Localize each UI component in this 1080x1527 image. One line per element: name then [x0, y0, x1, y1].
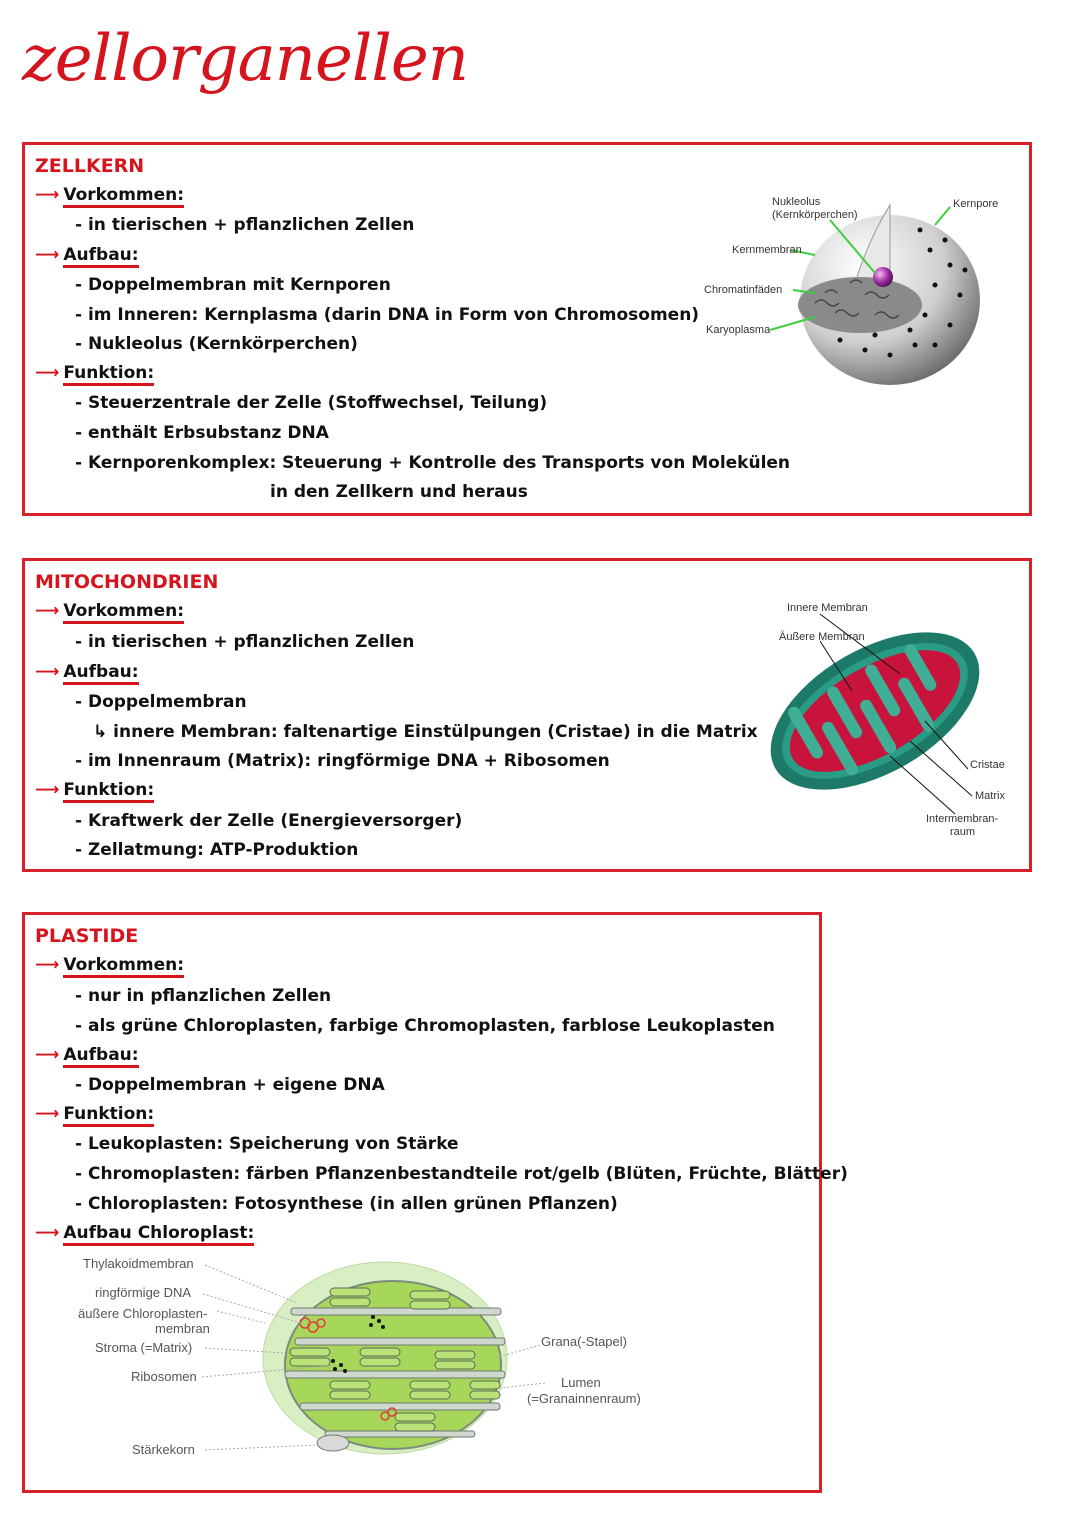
arrow-right-icon: ⟶ [35, 1045, 60, 1065]
zellkern-figure [675, 185, 1005, 385]
zellkern-v1: - in tierischen + pflanzlichen Zellen [75, 215, 415, 235]
plastide-f1: - Leukoplasten: Speicherung von Stärke [75, 1134, 459, 1154]
label-aeussere-membran: Äußere Membran [779, 631, 865, 643]
arrow-right-icon: ⟶ [35, 662, 60, 682]
label-karyoplasma: Karyoplasma [706, 324, 771, 336]
mito-vorkommen-heading: ⟶ Vorkommen: [35, 601, 184, 621]
label-intermembran1: Intermembran- [926, 813, 999, 825]
arrow-right-icon: ⟶ [35, 363, 60, 383]
label-kernmembran: Kernmembran [732, 244, 802, 256]
mito-a1: - Doppelmembran [75, 692, 247, 712]
plastide-vorkommen-heading: ⟶ Vorkommen: [35, 955, 184, 975]
label-lumen1: Lumen [561, 1375, 601, 1390]
label-innere-membran: Innere Membran [787, 602, 868, 614]
mito-v1: - in tierischen + pflanzlichen Zellen [75, 632, 415, 652]
zellkern-f3: - Kernporenkomplex: Steuerung + Kontrolle des Transports von Molekülen [75, 453, 791, 473]
arrow-right-icon: ⟶ [35, 185, 60, 205]
plastide-box [22, 912, 848, 1493]
label-ribosomen: Ribosomen [131, 1369, 197, 1384]
zellkern-f3b: in den Zellkern und heraus [270, 482, 528, 502]
plastide-v2: - als grüne Chloroplasten, farbige Chromoplasten, farblose Leukoplasten [75, 1016, 775, 1036]
staerkekorn-shape [317, 1435, 349, 1451]
zellkern-heading: ZELLKERN [35, 155, 145, 177]
mito-f2: - Zellatmung: ATP-Produktion [75, 840, 359, 860]
mito-f1: - Kraftwerk der Zelle (Energieversorger) [75, 811, 463, 831]
zellkern-funktion-heading: ⟶ Funktion: [35, 363, 154, 383]
label-ringfoermige-dna: ringförmige DNA [95, 1285, 192, 1300]
page-title: zellorganellen [22, 22, 468, 96]
label-nukleolus: Nukleolus [772, 196, 821, 208]
plastide-aufbau-chloroplast-heading: ⟶ Aufbau Chloroplast: [35, 1223, 254, 1243]
arrow-right-icon: ⟶ [35, 245, 60, 265]
zellkern-vorkommen-heading: ⟶ Vorkommen: [35, 185, 184, 205]
plastide-f2: - Chromoplasten: färben Pflanzenbestandteile rot/gelb (Blüten, Früchte, Blätter) [75, 1164, 848, 1184]
mito-a3: - im Innenraum (Matrix): ringförmige DNA + Ribosomen [75, 751, 610, 771]
label-thylakoidmembran: Thylakoidmembran [83, 1256, 194, 1271]
label-intermembran2: raum [950, 826, 976, 838]
label-kernpore: Kernpore [953, 198, 999, 210]
label-staerkekorn: Stärkekorn [132, 1442, 195, 1457]
label-nukleolus2: (Kernkörperchen) [772, 209, 858, 221]
zellkern-aufbau-heading: ⟶ Aufbau: [35, 245, 139, 265]
plastide-f3: - Chloroplasten: Fotosynthese (in allen grünen Pflanzen) [75, 1194, 618, 1214]
label-cristae: Cristae [970, 759, 1005, 771]
zellkern-f1: - Steuerzentrale der Zelle (Stoffwechsel, Teilung) [75, 393, 548, 413]
label-grana: Grana(-Stapel) [541, 1334, 627, 1349]
zellkern-f2: - enthält Erbsubstanz DNA [75, 423, 329, 443]
zellkern-a3: - Nukleolus (Kernkörperchen) [75, 334, 358, 354]
mito-aufbau-heading: ⟶ Aufbau: [35, 662, 139, 682]
mito-funktion-heading: ⟶ Funktion: [35, 780, 154, 800]
nucleus-cut-face [798, 277, 922, 333]
zellkern-box [22, 142, 1032, 516]
chloroplast-figure [65, 1253, 685, 1483]
zellkern-a2: - im Inneren: Kernplasma (darin DNA in Form von Chromosomen) [75, 305, 700, 325]
mito-box [22, 558, 1032, 872]
mito-heading: MITOCHONDRIEN [35, 571, 219, 593]
plastide-funktion-heading: ⟶ Funktion: [35, 1104, 154, 1124]
plastide-heading: PLASTIDE [35, 925, 139, 947]
plastide-aufbau-heading: ⟶ Aufbau: [35, 1045, 139, 1065]
mito-figure [740, 596, 1010, 841]
label-aeussere-membran2: membran [155, 1321, 210, 1336]
zellkern-a1: - Doppelmembran mit Kernporen [75, 275, 391, 295]
arrow-right-icon: ⟶ [35, 1223, 60, 1243]
label-chromatin: Chromatinfäden [704, 284, 783, 296]
plastide-a1: - Doppelmembran + eigene DNA [75, 1075, 385, 1095]
arrow-right-icon: ⟶ [35, 955, 60, 975]
nukleolus-sphere [873, 267, 893, 287]
mito-a2: ↳ innere Membran: faltenartige Einstülpungen (Cristae) in die Matrix [93, 722, 758, 742]
plastide-v1: - nur in pflanzlichen Zellen [75, 986, 332, 1006]
arrow-right-icon: ⟶ [35, 780, 60, 800]
label-stroma: Stroma (=Matrix) [95, 1340, 193, 1355]
arrow-right-icon: ⟶ [35, 1104, 60, 1124]
arrow-right-icon: ⟶ [35, 601, 60, 621]
label-lumen2: (=Granainnenraum) [527, 1391, 641, 1406]
label-aeussere-membran1: äußere Chloroplasten- [78, 1306, 208, 1321]
label-matrix: Matrix [975, 790, 1005, 802]
